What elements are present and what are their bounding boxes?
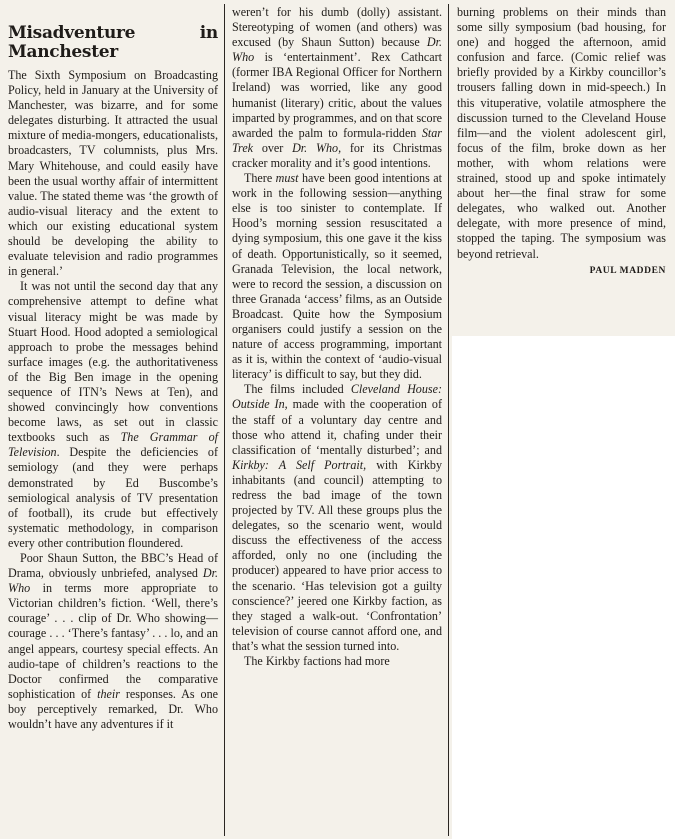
- column-divider-1: [224, 4, 225, 836]
- col2-paragraph-3: The films included Cleveland House: Outside In, made with the cooperation of the staff of a voluntary day centre and those who attend it, chafing under their classification of ‘mentally disturbed’; and Kirkby: A Self Portrait, with Kirkby inhabitants (and council) attempting to redress the bad image of the town projected by TV. All these groups plus the delegates, so the scenario went, would discuss the effectiveness of the access afforded, only no one (including the producer) appeared to have prior access to the scenario. ‘Has television got a guilty conscience?’ jeered one Kirkby faction, as they staged a walk-out. ‘Confrontation’ television of course cannot afford one, and that’s what the session turned into.: [232, 382, 442, 653]
- column-3: [457, 5, 666, 279]
- col2-paragraph-2: There must have been good intentions at work in the following session—anything else is too sinister to contemplate. If Hood’s morning session resuscitated a dying symposium, this one gave it the kiss of death. Opportunistically, so it seemed, Granada Television, the local network, were to record the session, a discussion on three Granada ‘access’ films, as an Outside Broadcast. Quite how the Symposium organisers could justify a session on the nature of access programming, important as it is, within the context of ‘audio-visual literacy’ is difficult to say, but they did.: [232, 171, 442, 382]
- author-byline: PAUL MADDEN: [589, 265, 666, 276]
- article-headline: Misadventure in Manchester: [8, 23, 218, 62]
- col1-paragraph-3: Poor Shaun Sutton, the BBC’s Head of Drama, obviously unbriefed, analysed Dr. Who in terms more appropriate to Victorian children’s fiction. ‘Well, there’s courage’ . . . clip of Dr. Who showing—courage . . . ‘There’s fantasy’ . . . lo, and an angel appears, courtesy special effects. An audio-tape of children’s reactions to the Doctor confirmed the comparative sophistication of their responses. As one boy perceptively remarked, Dr. Who wouldn’t have any adventures if it: [8, 551, 218, 732]
- column-2: [232, 5, 442, 669]
- col2-paragraph-4: The Kirkby factions had more: [244, 654, 390, 669]
- column-1: [8, 24, 218, 732]
- col3-paragraph-1: burning problems on their minds than some silly symposium (bad housing, for one) and hogged the afternoon, amid confusion and farce. (Comic relief was briefly provided by a Kirkby councillor’s trousers falling down in mid-speech.) In this vituperative, volatile atmosphere the discussion turned to the Cleveland House film—and the violent adolescent girl, focus of the film, broke down as her mother, with whom relations were strained, stood up and spoke intimately about her—the final straw for some delegates, who walked out. Another delegate, with more presence of mind, stopped the taping. The symposium was beyond retrieval.: [457, 5, 666, 261]
- column-divider-2: [448, 4, 449, 836]
- col2-paragraph-1: weren’t for his dumb (dolly) assistant. Stereotyping of women (and others) was excused (by Shaun Sutton) because Dr. Who is ‘entertainment’. Rex Cathcart (former IBA Regional Officer for Northern Ireland) was worried, like any good humanist (literary) critic, about the values imparted by programmes, and on that score awarded the palm to formula-ridden Star Trek over Dr. Who, for its Christmas cracker morality and it’s good intentions.: [232, 5, 442, 170]
- col1-paragraph-1: The Sixth Symposium on Broadcasting Policy, held in January at the University of Manchester, was bizarre, and for some delegates disturbing. It attracted the usual mixture of media-mongers, educationalists, broadcasters, TV columnists, plus Mrs. Mary Whitehouse, and could easily have been the usual worthy affair of intermittent value. The stated theme was ‘the growth of audio-visual literacy and the extent to which our existing educational system should be developing the ability to evaluate television and radio programmes in general.’: [8, 68, 218, 279]
- col1-paragraph-2: It was not until the second day that any comprehensive attempt to define what visual literacy might be was made by Stuart Hood. Hood adopted a semiological approach to probe the messages behind surface images (e.g. the authoritativeness of the Big Ben image in the opening sequence of ITN’s News at Ten), and showed convincingly how conventions become laws, as set out in classic textbooks such as The Grammar of Television. Despite the deficiencies of semiology (and they were perhaps demonstrated by Ed Buscombe’s semiological analysis of TV presentation of football), its crude but effectively systematic methodology, in comparison every other contribution floundered.: [8, 279, 219, 550]
